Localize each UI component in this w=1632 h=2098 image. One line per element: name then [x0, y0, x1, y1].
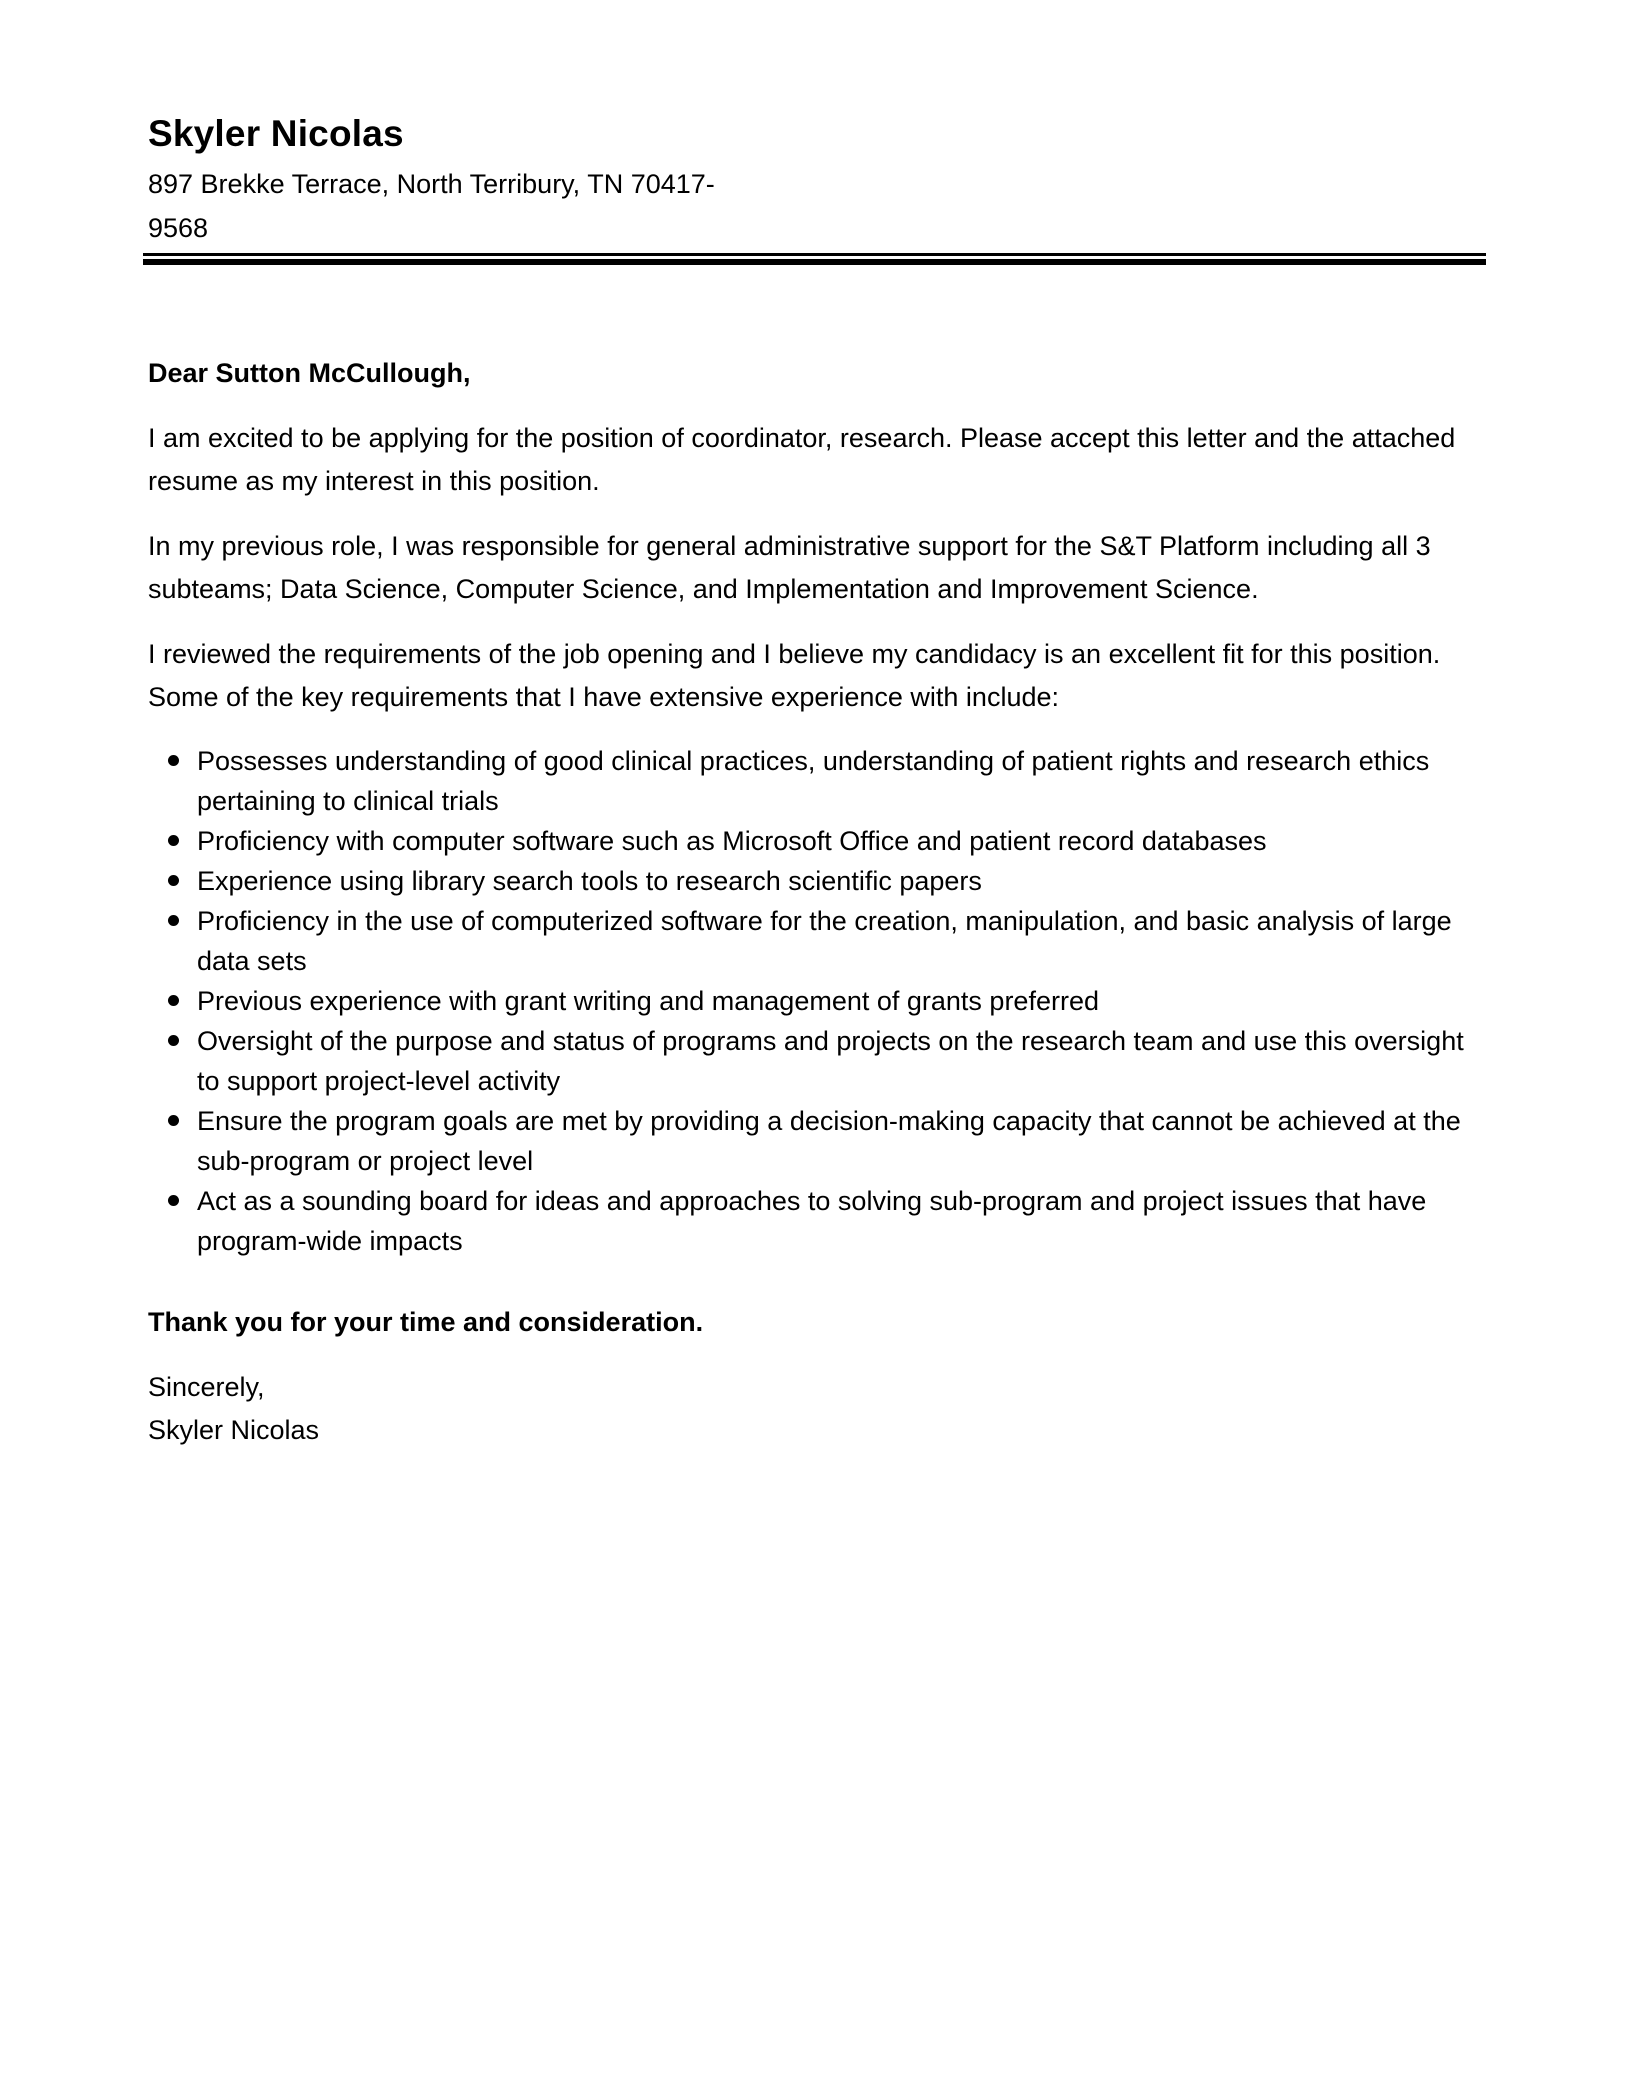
header-divider-thick: [143, 259, 1486, 265]
bullet-icon: [168, 835, 179, 846]
bullet-icon: [168, 755, 179, 766]
list-item-text: Previous experience with grant writing and management of grants preferred: [197, 986, 1099, 1016]
letter-header: [148, 108, 1488, 250]
bullet-icon: [168, 1195, 179, 1206]
paragraph-intro: I am excited to be applying for the position of coordinator, research. Please accept this letter and the attached resume as my interest in this position.: [148, 423, 1456, 496]
list-item: [148, 1181, 1488, 1261]
paragraph-requirements-intro: I reviewed the requirements of the job opening and I believe my candidacy is an excellent fit for this position. Some of the key requirements that I have extensive experience with include:: [148, 639, 1441, 712]
header-divider-thin: [143, 253, 1486, 256]
sender-address: 897 Brekke Terrace, North Terribury, TN 70417-9568: [148, 169, 715, 243]
list-item-text: Proficiency in the use of computerized software for the creation, manipulation, and basic analysis of large data sets: [197, 906, 1452, 976]
list-item: [148, 1101, 1488, 1181]
paragraph-previous-role: In my previous role, I was responsible for general administrative support for the S&T Platform including all 3 subteams; Data Science, Computer Science, and Implementation and Improvement Science.: [148, 531, 1431, 604]
list-item: [148, 821, 1488, 861]
bullet-icon: [168, 875, 179, 886]
salutation: Dear Sutton McCullough,: [148, 358, 471, 388]
list-item-text: Possesses understanding of good clinical practices, understanding of patient rights and research ethics pertaining to clinical trials: [197, 746, 1430, 816]
letter-body: [148, 352, 1488, 1452]
list-item-text: Proficiency with computer software such as Microsoft Office and patient record databases: [197, 826, 1267, 856]
list-item-text: Experience using library search tools to research scientific papers: [197, 866, 982, 896]
list-item: [148, 901, 1488, 981]
bullet-icon: [168, 995, 179, 1006]
signoff: Sincerely,: [148, 1372, 265, 1402]
closing-line: Thank you for your time and consideration.: [148, 1307, 704, 1337]
list-item-text: Oversight of the purpose and status of programs and projects on the research team and use this oversight to support project-level activity: [197, 1026, 1464, 1096]
requirements-list: [148, 741, 1488, 1261]
bullet-icon: [168, 915, 179, 926]
bullet-icon: [168, 1115, 179, 1126]
bullet-icon: [168, 1035, 179, 1046]
list-item: [148, 981, 1488, 1021]
list-item: [148, 861, 1488, 901]
sender-name: Skyler Nicolas: [148, 113, 404, 154]
list-item-text: Act as a sounding board for ideas and approaches to solving sub-program and project issues that have program-wide impacts: [197, 1186, 1427, 1256]
signature-name: Skyler Nicolas: [148, 1415, 320, 1445]
list-item: [148, 1021, 1488, 1101]
list-item: [148, 741, 1488, 821]
list-item-text: Ensure the program goals are met by providing a decision-making capacity that cannot be achieved at the sub-program or project level: [197, 1106, 1461, 1176]
